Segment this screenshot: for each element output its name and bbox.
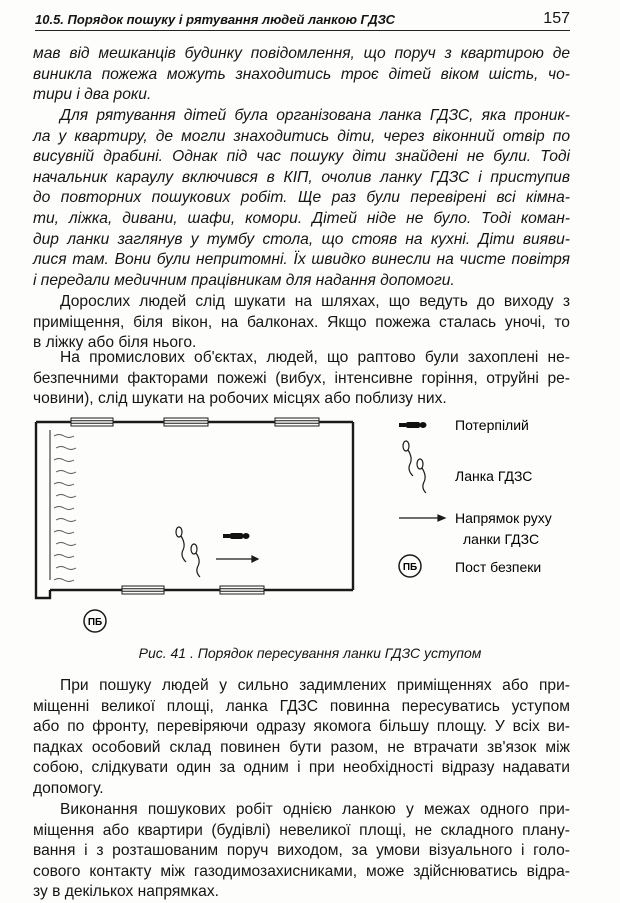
text-line: допомогу. — [33, 779, 104, 797]
svg-text:ПБ: ПБ — [402, 562, 418, 573]
text-line: в ліжку або біля нього. — [33, 334, 197, 352]
text-line: дир ланки заглянув у тумбу стола, що стояв на кухні. Діти вияви- — [33, 230, 570, 248]
top-windows — [71, 418, 319, 426]
search-formation-diagram — [28, 402, 588, 642]
team-in-room — [176, 527, 200, 577]
legend-victim-icon — [399, 422, 427, 428]
text-line: міщенні великої площі, ланка ГДЗС повинна пересуватись уступом — [33, 697, 570, 715]
legend-post-label: Пост безпеки — [455, 559, 542, 575]
room-walls — [36, 422, 353, 598]
victim-in-room — [223, 533, 250, 539]
paragraph-1 — [33, 44, 570, 106]
figure-caption: Рис. 41 . Порядок пересування ланки ГДЗС уступом — [138, 645, 482, 661]
paragraph-6 — [33, 800, 570, 903]
safety-post-outside — [84, 610, 106, 632]
svg-text:ПБ: ПБ — [87, 617, 103, 628]
running-title: 10.5. Порядок пошуку і рятування людей ланкою ГДЗС — [35, 12, 396, 27]
text-line: Виконання пошукових робіт однією ланкою у межах одного при- — [60, 801, 570, 818]
paragraph-2 — [33, 106, 570, 291]
text-line: вання і з розташованим поруч виходом, за умови візуального і голо- — [33, 842, 570, 860]
text-line: сового контакту між газодимозахисниками, може здійснюватись відра- — [33, 862, 570, 880]
text-line: ла у квартиру, де могли знаходитись діти, через віконний отвір по — [33, 127, 570, 145]
text-line: начальник караулу включився в КІП, очолив ланку ГДЗС і приступив — [33, 168, 570, 186]
text-line: собою, слідкувати один за одним і при необхідності відразу надавати — [33, 759, 570, 777]
paragraph-4 — [33, 348, 570, 410]
text-line: висувній драбині. Однак під час пошуку діти знайдені не були. Тоді — [33, 148, 570, 166]
text-line: Дорослих людей слід шукати на шляхах, що ведуть до виходу з — [60, 293, 570, 310]
text-line: до повторних пошукових робіт. Ще раз були перевірені всі кімна- — [33, 189, 570, 207]
paragraph-3 — [33, 292, 570, 354]
text-line: падках особовий склад повинен бути разом, не втрачати зв'язок між — [33, 738, 570, 756]
legend — [399, 417, 552, 577]
text-line: безпечними факторами пожежі (вибух, інтенсивне горіння, отруйні ре- — [33, 369, 570, 387]
page-number: 157 — [543, 10, 570, 27]
legend-team-icon — [403, 441, 426, 493]
legend-post-icon — [399, 555, 421, 577]
text-line: і передали медичним працівникам для надання допомоги. — [33, 271, 455, 289]
direction-arrow-in-room — [216, 556, 258, 562]
text-line: виникла пожежа можуть знаходитись троє дітей віком шість, чо- — [33, 65, 570, 83]
smoke-marks — [54, 435, 76, 582]
text-line: міщення або квартири (будівлі) невеликої площі, не складного плану- — [33, 821, 570, 839]
legend-arrow-icon — [399, 515, 445, 521]
text-line: мав від мешканців будинку повідомлення, що поруч з квартирою де — [33, 45, 570, 62]
text-line: або по фронту, перевіряючи одразу якомога більшу площу. У всіх ви- — [33, 718, 570, 736]
legend-direction-label-2: ланки ГДЗС — [463, 531, 540, 547]
text-line: При пошуку людей у сильно задимлених приміщеннях або при- — [60, 677, 570, 694]
text-line: лися там. Вони були непритомні. Їх швидко винесли на чисте повітря — [33, 251, 570, 269]
text-line: приміщення, біля вікон, на балконах. Якщо пожежа сталась уночі, то — [33, 313, 570, 331]
legend-direction-label-1: Напрямок руху — [455, 510, 552, 526]
text-line: Для рятування дітей була організована ланка ГДЗС, яка проник- — [60, 107, 570, 124]
text-line: тири і два роки. — [33, 86, 152, 104]
text-line: На промислових об'єктах, людей, що раптово були захоплені не- — [60, 349, 570, 366]
page-header — [35, 6, 570, 31]
legend-team-label: Ланка ГДЗС — [455, 468, 533, 484]
paragraph-5 — [33, 676, 570, 800]
text-line: ти, ліжка, дивани, шафи, комори. Дітей ніде не було. Тоді коман- — [33, 209, 570, 227]
text-line: зу в декількох напрямках. — [33, 883, 219, 901]
text-line: човини), слід шукати на робочих місцях або поблизу них. — [33, 390, 447, 408]
legend-victim-label: Потерпілий — [455, 417, 529, 433]
